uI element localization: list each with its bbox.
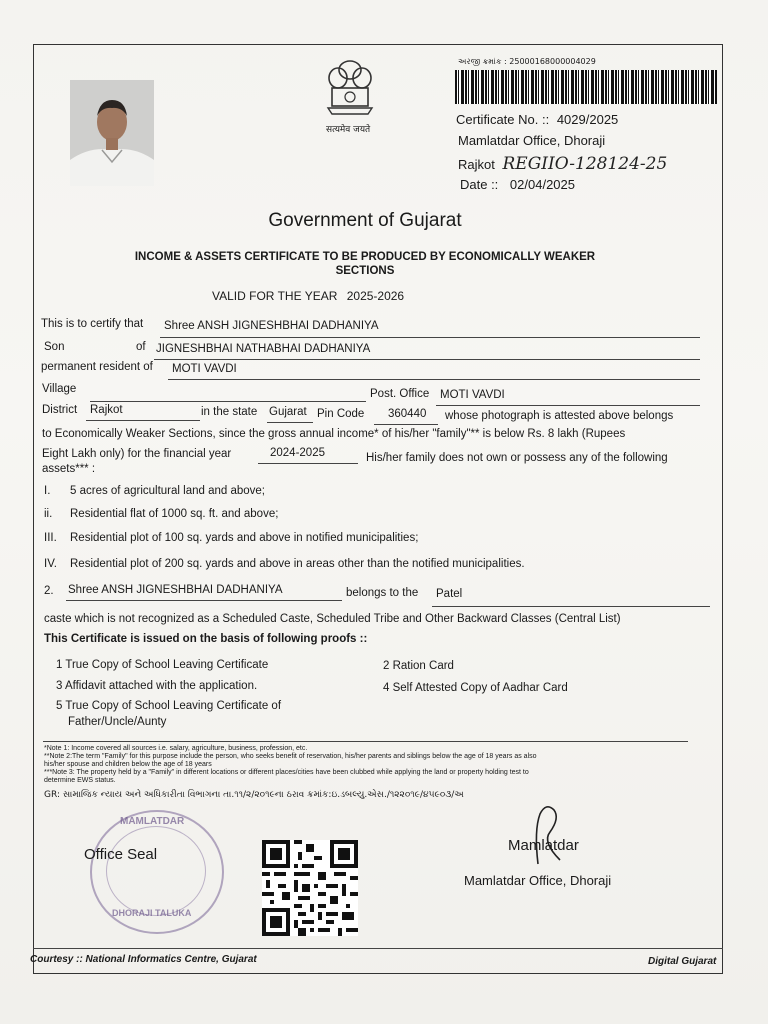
note-line: **Note 2:The term "Family" for this purpose include the person, who seeks benefit of reservation, his/her parents and siblings below the age of 18 years as also xyxy=(44,753,537,760)
village-field xyxy=(90,385,366,402)
asset-item xyxy=(44,485,265,497)
asset-item xyxy=(44,558,525,570)
assets-statement: His/her family does not own or possess any of the following xyxy=(366,452,668,464)
office-seal-stamp xyxy=(90,810,224,934)
proof-item: 2 Ration Card xyxy=(383,660,454,672)
asset-item xyxy=(44,532,418,544)
proof-item: 4 Self Attested Copy of Aadhar Card xyxy=(383,682,568,694)
point2-name-field xyxy=(66,584,342,601)
note-line: his/her spouse and children below the age of 18 years xyxy=(44,761,212,768)
page-title: Government of Gujarat xyxy=(268,210,462,231)
father-name-field xyxy=(154,343,700,360)
caste-statement: caste which is not recognized as a Scheduled Caste, Scheduled Tribe and Other Backward Classes (Central List) xyxy=(44,613,621,625)
asset-item xyxy=(44,508,278,520)
post-office-field xyxy=(436,389,700,406)
note-line: determine EWS status. xyxy=(44,777,116,784)
post-office-label: Post. Office xyxy=(370,388,430,400)
issue-date xyxy=(460,177,575,192)
post-office-value: MOTI VAVDI xyxy=(440,389,505,401)
certificate-number xyxy=(456,112,618,127)
son-label: Son xyxy=(44,341,65,353)
proof-item: Father/Uncle/Aunty xyxy=(68,716,167,728)
point2-name: Shree ANSH JIGNESHBHAI DADHANIYA xyxy=(68,584,283,596)
asset-num: I. xyxy=(44,485,51,497)
certificate-subtitle: INCOME & ASSETS CERTIFICATE TO BE PRODUCED BY ECONOMICALLY WEAKER xyxy=(134,251,596,263)
district-field xyxy=(86,404,200,421)
asset-num: III. xyxy=(44,532,57,544)
of-label: of xyxy=(136,341,146,353)
emblem-motto: सत्यमेव जयते xyxy=(326,125,371,135)
date-value: 02/04/2025 xyxy=(509,177,575,192)
applicant-name-field xyxy=(160,320,700,338)
resident-value: MOTI VAVDI xyxy=(172,363,237,375)
father-name: JIGNESHBHAI NATHABHAI DADHANIYA xyxy=(156,343,371,355)
pin-label: Pin Code xyxy=(317,408,365,420)
asset-text: Residential flat of 1000 sq. ft. and above; xyxy=(70,508,279,520)
certificate-no-value: 4029/2025 xyxy=(556,112,619,127)
asset-num: IV. xyxy=(44,558,58,570)
pin-field xyxy=(374,408,438,425)
footer-divider xyxy=(33,948,723,949)
seal-ring-top: MAMLATDAR xyxy=(120,816,185,827)
village-label: Village xyxy=(42,383,77,395)
state-value: Gujarat xyxy=(269,406,307,418)
district-value: Rajkot xyxy=(90,404,123,416)
pin-value: 360440 xyxy=(388,408,427,420)
state-field xyxy=(267,406,313,423)
rajkot-ref xyxy=(458,154,667,174)
courtesy-text: Courtesy :: National Informatics Centre, Gujarat xyxy=(30,954,257,965)
valid-year-row xyxy=(212,289,404,303)
signature-mark-icon xyxy=(520,800,580,870)
applicant-photo xyxy=(70,80,154,186)
handwritten-reference: REGIIO-128124-25 xyxy=(502,154,668,174)
valid-label: VALID FOR THE YEAR xyxy=(212,289,338,303)
asset-text: Residential plot of 200 sq. yards and above in areas other than the notified municipalities. xyxy=(70,558,525,570)
proof-item: 5 True Copy of School Leaving Certificate of xyxy=(56,700,282,712)
proofs-heading: This Certificate is issued on the basis of following proofs :: xyxy=(44,633,368,645)
qr-code xyxy=(262,840,358,936)
district-label: District xyxy=(42,404,78,416)
point2-num: 2. xyxy=(44,585,54,597)
barcode xyxy=(455,70,717,104)
note-line: *Note 1: Income covered all sources i.e. salary, agriculture, business, profession, etc. xyxy=(44,745,308,752)
signatory-office: Mamlatdar Office, Dhoraji xyxy=(464,873,612,888)
asset-text: Residential plot of 100 sq. yards and above in notified municipalities; xyxy=(70,532,419,544)
resident-label: permanent resident of xyxy=(41,361,153,373)
office-seal-label: Office Seal xyxy=(84,846,158,863)
assets-label: assets*** : xyxy=(42,463,96,475)
photo-attested-text: whose photograph is attested above belongs xyxy=(445,410,674,422)
note-line: ***Note 3: The property held by a "Family" in different locations or different places/cities have been clubbed while applying the land or property holding test to xyxy=(44,769,529,776)
caste-value: Patel xyxy=(436,588,463,600)
date-label: Date :: xyxy=(460,177,499,192)
financial-year-field xyxy=(258,447,358,464)
financial-year: 2024-2025 xyxy=(270,447,325,459)
certify-label: This is to certify that xyxy=(41,318,144,330)
digital-gujarat-text: Digital Gujarat xyxy=(648,956,717,967)
financial-year-label: Eight Lakh only) for the financial year xyxy=(42,448,232,460)
certificate-subtitle-line2: SECTIONS xyxy=(335,265,395,277)
valid-year: 2025-2026 xyxy=(346,289,405,303)
caste-field xyxy=(432,588,710,607)
gr-reference: GR: સામાજિક ન્યાય અને અધિકારીતા વિભાગના તા.૧૧/૨/૨૦૧૯ના ઠરાવ ક્રમાંક:ઇ.ડબલ્યુ.એસ./૧૨૨૦૧૯/૪૫૯૦૩/અ xyxy=(44,790,464,800)
state-label: in the state xyxy=(201,406,258,418)
barcode-text: અરજી ક્રમાંક : 25000168000004029 xyxy=(458,57,596,66)
proof-item: 1 True Copy of School Leaving Certificate xyxy=(56,659,269,671)
office-line: Mamlatdar Office, Dhoraji xyxy=(458,133,606,148)
asset-num: ii. xyxy=(44,508,53,520)
proof-item: 3 Affidavit attached with the application. xyxy=(56,680,258,692)
income-line: to Economically Weaker Sections, since the gross annual income* of his/her "family"** is below Rs. 8 lakh (Rupees xyxy=(42,428,626,440)
notes-divider xyxy=(43,741,688,742)
resident-field xyxy=(168,363,700,380)
signatory-title: Mamlatdar xyxy=(508,837,579,854)
seal-ring-bottom: DHORAJI TALUKA xyxy=(112,908,192,918)
belongs-label: belongs to the xyxy=(346,587,419,599)
certificate-no-label: Certificate No. :: xyxy=(456,112,550,127)
asset-text: 5 acres of agricultural land and above; xyxy=(70,485,265,497)
applicant-name: Shree ANSH JIGNESHBHAI DADHANIYA xyxy=(164,320,379,332)
rajkot-label: Rajkot xyxy=(458,157,495,172)
